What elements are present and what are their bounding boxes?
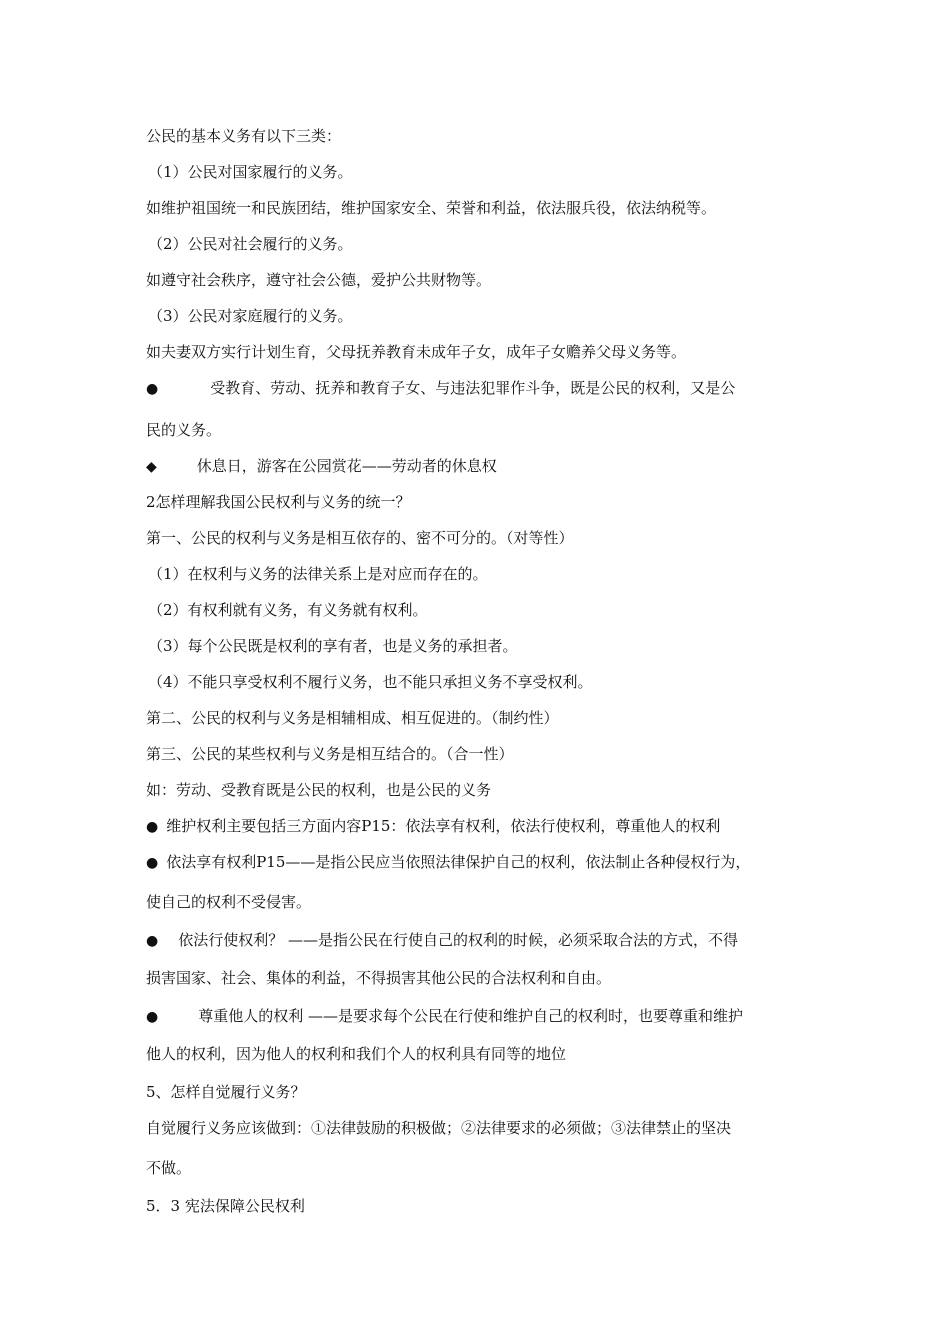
bullet-paragraph <box>146 456 497 477</box>
bullet-paragraph <box>146 1006 743 1027</box>
text-line: 2怎样理解我国公民权利与义务的统一？ <box>146 493 411 511</box>
text-line: （1）公民对国家履行的义务。 <box>148 163 353 181</box>
bullet-dot-icon: ● <box>146 381 159 397</box>
bullet-dot-icon: ● <box>146 1009 159 1025</box>
text-line: 使自己的权利不受侵害。 <box>146 893 312 911</box>
bullet-dot-icon: ● <box>146 855 159 871</box>
text-line: （2）有权利就有义务，有义务就有权利。 <box>148 601 428 619</box>
text-line: 第三、公民的某些权利与义务是相互结合的。（合一性） <box>146 745 514 763</box>
text-line: （2）公民对社会履行的义务。 <box>148 235 353 253</box>
text-line: （1）在权利与义务的法律关系上是对应而存在的。 <box>148 565 488 583</box>
bullet-paragraph <box>146 930 738 951</box>
bullet-paragraph <box>146 816 720 837</box>
text-line: 自觉履行义务应该做到：①法律鼓励的积极做；②法律要求的必须做；③法律禁止的坚决 <box>146 1119 732 1137</box>
text-line: 如维护祖国统一和民族团结，维护国家安全、荣誉和利益，依法服兵役，依法纳税等。 <box>146 199 717 217</box>
bullet-text: 受教育、劳动、抚养和教育子女、与违法犯罪作斗争，既是公民的权利，又是公 <box>210 379 736 397</box>
text-line: （3）每个公民既是权利的享有者，也是义务的承担者。 <box>148 637 518 655</box>
text-line: 公民的基本义务有以下三类： <box>146 127 342 145</box>
text-line: 损害国家、社会、集体的利益，不得损害其他公民的合法权利和自由。 <box>146 969 612 987</box>
bullet-text: 维护权利主要包括三方面内容P15：依法享有权利，依法行使权利，尊重他人的权利 <box>166 817 721 835</box>
bullet-paragraph <box>146 852 750 873</box>
text-line: 不做。 <box>146 1159 192 1177</box>
bullet-text: 依法享有权利P15——是指公民应当依照法律保护自己的权利，依法制止各种侵权行为， <box>166 853 751 871</box>
bullet-paragraph <box>146 378 735 399</box>
bullet-text: 休息日，游客在公园赏花——劳动者的休息权 <box>196 457 497 475</box>
bullet-dot-icon: ● <box>146 933 159 949</box>
text-line: 如夫妻双方实行计划生育，父母抚养教育未成年子女，成年子女赡养父母义务等。 <box>146 343 687 361</box>
text-line: 第一、公民的权利与义务是相互依存的、密不可分的。（对等性） <box>146 529 574 547</box>
bullet-diamond-icon: ◆ <box>146 459 157 475</box>
text-line: （4）不能只享受权利不履行义务，也不能只承担义务不享受权利。 <box>148 673 593 691</box>
text-line: 5．3 宪法保障公民权利 <box>146 1197 305 1215</box>
text-line: 5、怎样自觉履行义务？ <box>146 1083 306 1101</box>
text-line: 第二、公民的权利与义务是相辅相成、相互促进的。（制约性） <box>146 709 559 727</box>
text-line: 如遵守社会秩序，遵守社会公德，爱护公共财物等。 <box>146 271 492 289</box>
text-line: 他人的权利，因为他人的权利和我们个人的权利具有同等的地位 <box>146 1045 567 1063</box>
bullet-text: 依法行使权利？ ——是指公民在行使自己的权利的时候，必须采取合法的方式，不得 <box>178 931 738 949</box>
text-line: 如：劳动、受教育既是公民的权利，也是公民的义务 <box>146 781 492 799</box>
text-line: （3）公民对家庭履行的义务。 <box>148 307 353 325</box>
bullet-text: 尊重他人的权利 ——是要求每个公民在行使和维护自己的权利时，也要尊重和维护 <box>198 1007 743 1025</box>
bullet-dot-icon: ● <box>146 819 159 835</box>
text-line: 民的义务。 <box>146 421 222 439</box>
